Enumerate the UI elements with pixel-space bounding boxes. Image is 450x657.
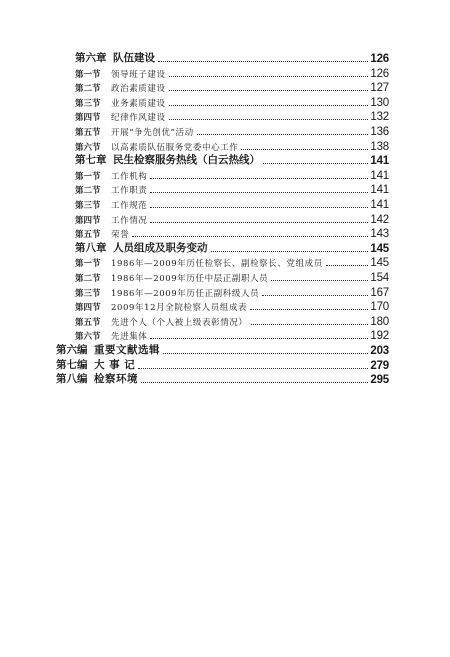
entry-title: 工作职责 bbox=[111, 186, 148, 197]
entry-number: 第六节 bbox=[75, 142, 101, 153]
dot-leader bbox=[169, 90, 369, 91]
dot-leader bbox=[169, 105, 369, 106]
dot-leader bbox=[163, 353, 368, 354]
entry-page: 141 bbox=[370, 155, 389, 168]
entry-title: 领导班子建设 bbox=[111, 69, 166, 80]
toc-entry bbox=[75, 196, 389, 211]
dot-leader bbox=[138, 368, 368, 369]
toc-entry bbox=[75, 240, 389, 255]
entry-number: 第六节 bbox=[75, 332, 101, 343]
entry-page: 295 bbox=[370, 374, 389, 387]
entry-number: 第八编 bbox=[56, 373, 88, 386]
toc-entry bbox=[75, 211, 389, 226]
entry-page: 192 bbox=[370, 330, 389, 343]
toc-entry bbox=[75, 94, 389, 109]
entry-title: 1986年—2009年历任正副科级人员 bbox=[111, 288, 260, 299]
toc-entry bbox=[75, 225, 389, 240]
entry-number: 第三节 bbox=[75, 98, 101, 109]
entry-page: 167 bbox=[370, 286, 389, 299]
entry-number: 第一节 bbox=[75, 171, 101, 182]
entry-page: 126 bbox=[370, 53, 389, 65]
dot-leader bbox=[169, 76, 369, 77]
dot-leader bbox=[326, 265, 369, 266]
entry-title: 工作机构 bbox=[111, 171, 148, 182]
entry-title: 人员组成及职务变动 bbox=[113, 241, 208, 254]
entry-page: 203 bbox=[370, 345, 389, 357]
toc-entry bbox=[75, 138, 389, 153]
entry-title: 1986年—2009年历任中层正副职人员 bbox=[111, 274, 269, 284]
entry-title: 先进个人（个人被上级表彰情况） bbox=[111, 317, 248, 328]
entry-number: 第五节 bbox=[75, 230, 101, 241]
entry-title: 2009年12月全院检察人员组成表 bbox=[111, 303, 248, 314]
dot-leader bbox=[150, 192, 368, 193]
dot-leader bbox=[251, 324, 369, 325]
entry-number: 第七章 bbox=[75, 154, 107, 167]
entry-page: 145 bbox=[370, 257, 389, 270]
dot-leader bbox=[150, 338, 368, 339]
entry-page: 170 bbox=[370, 301, 389, 314]
entry-number: 第二节 bbox=[75, 274, 101, 284]
entry-number: 第五节 bbox=[75, 317, 101, 328]
toc-entry bbox=[75, 269, 389, 284]
toc-entry bbox=[75, 123, 389, 138]
dot-leader bbox=[250, 309, 368, 310]
entry-page: 126 bbox=[370, 67, 389, 80]
dot-leader bbox=[132, 236, 368, 237]
entry-page: 143 bbox=[370, 228, 389, 241]
entry-number: 第七编 bbox=[56, 358, 88, 371]
toc-entry bbox=[75, 152, 389, 167]
entry-page: 279 bbox=[370, 359, 389, 372]
entry-number: 第四节 bbox=[75, 303, 101, 314]
entry-page: 145 bbox=[370, 242, 389, 255]
entry-title: 开展“争先创优”活动 bbox=[111, 128, 194, 138]
dot-leader bbox=[150, 178, 368, 179]
toc-entry bbox=[75, 108, 389, 123]
toc-entry bbox=[75, 79, 389, 94]
toc-entry bbox=[75, 313, 389, 328]
entry-page: 132 bbox=[370, 111, 389, 124]
dot-leader bbox=[263, 163, 368, 164]
entry-page: 136 bbox=[370, 126, 389, 138]
entry-page: 142 bbox=[370, 213, 389, 226]
entry-page: 127 bbox=[370, 82, 389, 95]
toc-entry bbox=[75, 254, 389, 269]
entry-title: 重要文献选辑 bbox=[94, 344, 160, 356]
toc-entry bbox=[75, 181, 389, 196]
entry-number: 第一节 bbox=[75, 259, 101, 270]
dot-leader bbox=[158, 61, 368, 62]
entry-page: 138 bbox=[370, 140, 389, 153]
entry-page: 180 bbox=[370, 315, 389, 328]
toc-entry bbox=[75, 167, 389, 182]
entry-number: 第四节 bbox=[75, 113, 101, 124]
toc-entry bbox=[56, 342, 389, 357]
entry-number: 第三节 bbox=[75, 201, 101, 211]
toc-entry bbox=[75, 327, 389, 342]
entry-title: 队伍建设 bbox=[113, 52, 155, 64]
entry-number: 第四节 bbox=[75, 215, 101, 226]
entry-page: 141 bbox=[370, 169, 389, 182]
toc-entry bbox=[56, 357, 389, 372]
entry-page: 130 bbox=[370, 96, 389, 109]
entry-number: 第六章 bbox=[75, 52, 107, 64]
entry-number: 第六编 bbox=[56, 344, 88, 356]
dot-leader bbox=[150, 222, 368, 223]
dot-leader bbox=[211, 251, 369, 252]
entry-page: 141 bbox=[370, 199, 389, 211]
entry-title: 先进集体 bbox=[111, 332, 148, 343]
entry-title: 检察环境 bbox=[94, 373, 138, 386]
dot-leader bbox=[262, 295, 368, 296]
entry-number: 第三节 bbox=[75, 288, 101, 299]
dot-leader bbox=[271, 280, 368, 281]
dot-leader bbox=[141, 382, 368, 383]
dot-leader bbox=[241, 149, 368, 150]
entry-title: 工作情况 bbox=[111, 215, 148, 226]
entry-title: 以高素质队伍服务党委中心工作 bbox=[111, 142, 239, 153]
entry-page: 141 bbox=[370, 184, 389, 197]
toc-entry bbox=[75, 50, 389, 65]
toc-entry bbox=[75, 298, 389, 313]
entry-title: 民生检察服务热线（白云热线） bbox=[113, 154, 260, 167]
entry-title: 纪律作风建设 bbox=[111, 113, 166, 124]
dot-leader bbox=[150, 207, 368, 208]
entry-page: 154 bbox=[370, 272, 389, 284]
entry-title: 荣誉 bbox=[111, 230, 130, 241]
entry-title: 工作规范 bbox=[111, 201, 148, 211]
toc-entry bbox=[56, 371, 389, 386]
entry-title: 大 事 记 bbox=[94, 358, 136, 371]
entry-title: 政治素质建设 bbox=[111, 84, 166, 95]
toc-entry bbox=[75, 65, 389, 80]
entry-number: 第八章 bbox=[75, 241, 107, 254]
entry-number: 第二节 bbox=[75, 186, 101, 197]
entry-number: 第二节 bbox=[75, 84, 101, 95]
toc-entry bbox=[75, 284, 389, 299]
entry-title: 1986年—2009年历任检察长、副检察长、党组成员 bbox=[111, 259, 323, 270]
entry-number: 第五节 bbox=[75, 128, 101, 138]
entry-title: 业务素质建设 bbox=[111, 98, 166, 109]
entry-number: 第一节 bbox=[75, 69, 101, 80]
dot-leader bbox=[169, 119, 369, 120]
dot-leader bbox=[197, 134, 369, 135]
